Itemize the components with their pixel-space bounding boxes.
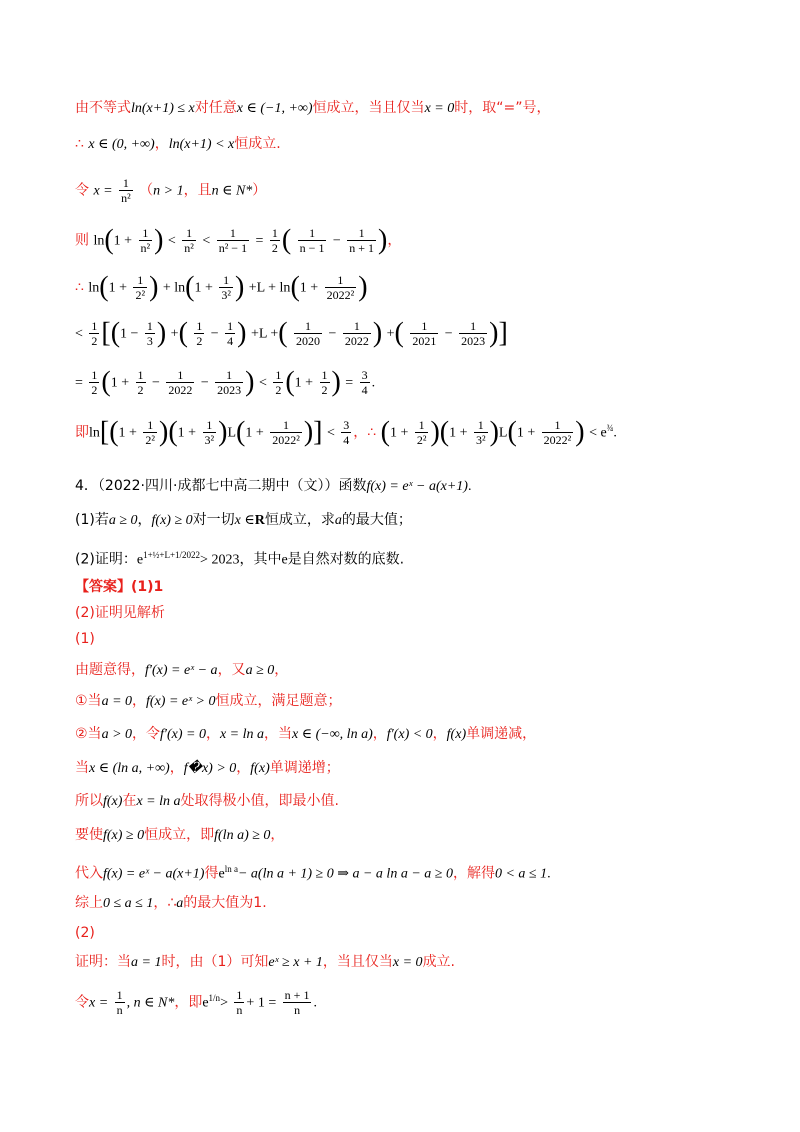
formula: f(x) = eˣ > 0 [146,694,216,709]
text: ， [353,424,368,441]
text: ， [132,693,147,709]
formula: f(x) = eˣ − a(x+1) [103,866,205,882]
text: 在 [122,793,137,809]
text: ， [270,827,285,843]
fraction: $\frac{1}{\text{2²}}$ [416,418,427,448]
formula: < [202,233,211,249]
answer-label [75,577,163,597]
formula: x ∈ (0, +∞) [88,137,155,152]
solution-line-3 [75,724,536,745]
text: 时，取“=”号， [454,100,551,116]
formula: x = 0 [392,955,423,970]
text: ，即 [174,994,203,1011]
formula: x = ln a [219,727,265,742]
solution-line-10 [75,988,317,1017]
formula: 1 + [113,233,133,249]
fraction: $\frac{1}{n + 1}$ [349,226,375,255]
formula: − [210,326,219,342]
text: 令 [75,994,89,1011]
text: 恒成立，当且仅当 [312,100,425,116]
text: ，当且仅当 [322,954,393,970]
fraction: $\frac{1}{2}$ [91,368,98,397]
formula: x = [89,995,109,1011]
formula: e [136,552,144,568]
fraction: $\frac{1}{2022}$ [168,368,193,397]
text: 成立. [422,954,456,970]
exponent: ln a [224,864,238,874]
formula: e [202,995,209,1011]
text: ， [274,662,289,678]
formula: ln [88,280,100,296]
formula: x ∈ (ln a, +∞) [89,761,170,776]
text: (1) [75,631,95,647]
line-1 [75,98,550,119]
formula: 1 + [118,425,137,441]
formula: 1 + [194,280,213,296]
formula: +L + [250,326,279,342]
formula: x = ln a [136,794,181,809]
text: 是自然对数的底数. [287,551,405,568]
question-1 [75,510,412,531]
fraction: $\frac{1}{2020}$ [296,319,321,348]
fraction: $\frac{1}{n}$ [236,988,243,1018]
text: ， [137,512,152,528]
formula: e [281,552,288,568]
formula: 1 + [390,425,409,441]
text: 所以 [75,793,103,809]
text: 处取得极小值，即最小值. [180,793,339,809]
formula: ln(x+1) ≤ x [131,101,195,116]
formula: a [334,513,342,528]
fraction: $\frac{1}{\text{2022²}}$ [326,273,355,302]
text: 证明：当 [75,954,131,970]
formula: f′(x) = eˣ − a [145,663,218,678]
fraction: $\frac{1}{2023}$ [461,319,486,348]
line-8: 即ln[(1 + $\frac{1}{\text{2²}}$ )(1 + $\frac{1}{\text{3²}}$ )L(1 + $\frac{1}{\text{2022²}}$ )] < $\frac{3}{4}$ ，∴ (1 + $\frac{1}{\text{2²}}$ )(1 + $\frac{1}{\text{3²}}$ )L(1 + $\frac{1}{\text{2022²}}$ ) < $e^{\frac{3}{4}}$. [75,416,617,448]
fraction: $\frac{1}{\text{n² − 1}}$ [218,226,248,255]
fraction: $\frac{1}{2021}$ [412,319,437,348]
fraction: $\frac{1}{n - 1}$ [299,226,325,255]
exponent: ¾ [606,423,614,433]
formula: x = [93,183,113,199]
text: 要使 [75,827,103,843]
formula: f(x) [103,794,123,809]
formula: ln [93,233,105,249]
text: ， [169,760,184,776]
text: . [371,375,376,391]
formula: a = 1 [131,955,162,970]
line-7: = $\frac{1}{2}$ (1 + $\frac{1}{2}$ − $\frac{1}{2022}$ − $\frac{1}{2023}$ ) < $\frac{1}{2}$ (1 + $\frac{1}{2}$ ) = $\frac{3}{4}$ . [75,366,376,398]
formula: , n ∈ N* [126,995,175,1011]
text: 得 [204,865,219,882]
formula: n ∈ N* [211,183,253,199]
text: 对一切 [192,512,235,528]
text: ②当 [75,726,102,742]
formula: ln [89,425,100,441]
text: . [467,479,472,494]
formula: − [200,375,209,391]
text: ，又 [217,662,246,678]
solution-line-6 [75,825,284,846]
text: 则 [75,232,89,249]
formula: f�x) > 0 [183,761,237,776]
text: 由不等式 [75,100,131,116]
formula: e [218,866,225,882]
text: 的最大值； [341,512,412,528]
text: 代入 [75,865,103,882]
formula: a = 0 [101,694,133,709]
fraction: $\frac{1}{\text{3²}}$ [475,418,486,448]
formula: a > 0 [101,727,133,742]
formula: 1 + [245,425,264,441]
formula: x = 0 [424,101,455,116]
fraction: $\frac{1}{\text{n²}}$ [184,226,194,255]
text: 对任意 [194,100,237,116]
line-6: < $\frac{1}{2}$ [(1 − $\frac{1}{3}$ ) +( $\frac{1}{2}$ − $\frac{1}{4}$ ) +L +( $\frac{1}{2020}$ − $\frac{1}{2022}$ ) +( $\frac{1}{2021}$ − $\frac{1}{2023}$ )] [75,317,508,349]
text: 单调递增； [269,760,340,776]
solution-line-7 [75,859,551,885]
solution-line-8 [75,893,267,914]
formula: 1 + [449,425,468,441]
text: 恒成立，满足题意； [215,693,342,709]
formula: − a(ln a + 1) ≥ 0 ⇒ a − a ln a − a ≥ 0 [237,866,453,882]
text: ， [387,232,402,249]
formula: > 2023 [200,552,240,568]
fraction: $\frac{3}{4}$ [361,368,368,397]
text: (2)证明见解析 [75,605,165,621]
formula: n > 1 [153,183,184,199]
text: ①当 [75,693,102,709]
fraction: $\frac{1}{\text{2²}}$ [145,418,156,448]
formula: L [227,425,237,441]
solution-1-label [75,629,95,649]
formula: f′(x) < 0 [386,727,433,742]
solution-line-1 [75,660,288,681]
formula: a [176,896,184,911]
formula: = [75,375,83,391]
question-2 [75,545,404,571]
fraction: $\frac{1}{n}$ [116,988,123,1018]
solution-line-2 [75,691,342,712]
text: 当 [75,760,89,776]
text: 时，由（1）可知 [161,954,269,970]
formula: a ≥ 0 [245,663,275,678]
text: ， [432,726,447,742]
formula: 1 + [516,425,536,441]
formula: f(x) ≥ 0 [103,828,145,843]
text: 的最大值为1. [183,895,267,911]
fraction: $\frac{1}{2}$ [275,368,282,397]
text: (2)证明： [75,551,137,568]
formula: f′(x) = 0 [160,727,206,742]
fraction: $\frac{1}{2022}$ [344,319,369,348]
text: ， [236,760,251,776]
formula: x ∈ [234,513,255,528]
formula: < e [589,425,607,441]
formula: > [220,995,228,1011]
formula: < [167,233,176,249]
text: 恒成立. [234,136,281,152]
fraction: $\frac{1}{\text{n²}}$ [121,176,131,205]
formula: − [328,326,337,342]
text: . [313,995,317,1011]
formula: 0 < a ≤ 1 [494,866,548,882]
formula: = [255,233,264,249]
formula: 1 + [177,425,197,441]
solution-2-label [75,923,95,943]
formula: R [254,513,265,528]
formula: = [345,375,354,391]
text: ， [205,726,220,742]
fraction: $\frac{1}{\text{3²}}$ [204,418,215,448]
formula: + [386,326,395,342]
formula: a ≥ 0 [108,513,138,528]
formula: x ∈ (−∞, ln a) [292,727,373,742]
text: 综上 [75,895,103,911]
fraction: $\frac{1}{2}$ [196,319,203,348]
fraction: $\frac{1}{\text{2²}}$ [135,273,146,302]
text: (2) [75,925,95,941]
text: 即 [75,424,89,441]
text: 【答案】(1)1 [75,579,164,595]
formula: 1 + [110,375,130,391]
formula: f(x) [446,727,467,742]
fraction: $\frac{1}{\text{n²}}$ [140,226,151,255]
fraction: $\frac{3}{4}$ [343,418,350,448]
formula: < [258,375,267,391]
line-2 [75,134,281,155]
problem-number: 4． [75,478,98,494]
text: 单调递减， [466,726,537,742]
text: . [547,866,551,882]
therefore-symbol: ∴ [75,280,84,296]
therefore-symbol: ∴ [367,425,377,441]
text: 恒成立，求 [264,512,335,528]
fraction: $\frac{1}{3}$ [146,319,153,348]
fraction: $\frac{1}{4}$ [227,319,234,348]
text: ，令 [132,726,161,742]
formula: f(x) [250,761,270,776]
formula: +L + ln [248,280,291,296]
line-4: 则 ln(1 + $\frac{1}{\text{n²}}$ ) < $\frac{1}{\text{n²}}$ < $\frac{1}{\text{n² − 1}}$ = $\frac{1}{2}$ ( $\frac{1}{n - 1}$ − $\frac{1}{n + 1}$ )， [75,224,402,256]
fraction: $\frac{1}{2023}$ [217,368,242,397]
text: ，且 [183,182,212,199]
formula: 1 + [299,280,319,296]
formula: L [498,425,508,441]
fraction: $\frac{1}{\text{2022²}}$ [543,418,572,448]
line-3 [75,176,266,205]
formula: 1 + [294,375,314,391]
fraction: $\frac{1}{\text{3²}}$ [221,273,231,302]
problem-4-header [75,476,471,497]
text: （ [139,182,154,199]
formula: − [152,375,160,391]
text: ，∴ [153,895,177,911]
formula: f(x) ≥ 0 [151,513,193,528]
fraction: $\frac{1}{2}$ [137,368,144,397]
formula: 1 − [120,326,139,342]
text: . [613,425,617,441]
text: ，其中 [239,551,282,568]
formula: f(x) = eˣ − a(x+1) [366,479,468,494]
solution-line-4 [75,758,340,779]
text: 由题意得， [75,662,145,678]
formula: x ∈ (−1, +∞) [236,101,313,116]
text: ，当 [264,726,293,742]
fraction: $\frac{1}{2}$ [321,368,328,397]
exponent: 1/n [208,993,221,1003]
answer-2 [75,603,165,623]
text: (1)若 [75,512,109,528]
fraction: $\frac{1}{\text{2022²}}$ [272,418,300,448]
text: ， [154,136,169,152]
therefore-symbol: ∴ [75,137,84,152]
text: 令 [75,182,89,199]
formula: f(ln a) ≥ 0 [214,828,271,843]
solution-line-5 [75,791,339,812]
fraction: $\frac{1}{2}$ [91,319,98,348]
formula: ln(x+1) < x [168,137,235,152]
formula: + [170,326,179,342]
fraction: $\frac{1}{2}$ [271,226,278,255]
solution-line-9 [75,952,455,973]
formula: 0 ≤ a ≤ 1 [103,896,154,911]
line-5: ∴ ln(1 + $\frac{1}{\text{2²}}$ ) + ln(1 + $\frac{1}{\text{3²}}$ ) +L + ln(1 + $\frac{1}{\text{2022²}}$ ) [75,271,368,303]
fraction: $\frac{n + 1}{n}$ [284,988,310,1018]
formula: eˣ ≥ x + 1 [268,955,323,970]
formula: 1 + [108,280,127,296]
formula: − [332,233,341,249]
text: ） [252,182,267,199]
problem-source: （2022·四川·成都七中高二期中（文））函数 [97,478,367,494]
formula: − [444,326,453,342]
exponent: 1+½+L+1/2022 [143,550,201,560]
formula: < [75,326,83,342]
text: 恒成立，即 [144,827,215,843]
text: ， [372,726,387,742]
formula: + ln [162,280,186,296]
formula: < [326,425,335,441]
text: ，解得 [452,865,495,882]
formula: + 1 = [246,995,277,1011]
